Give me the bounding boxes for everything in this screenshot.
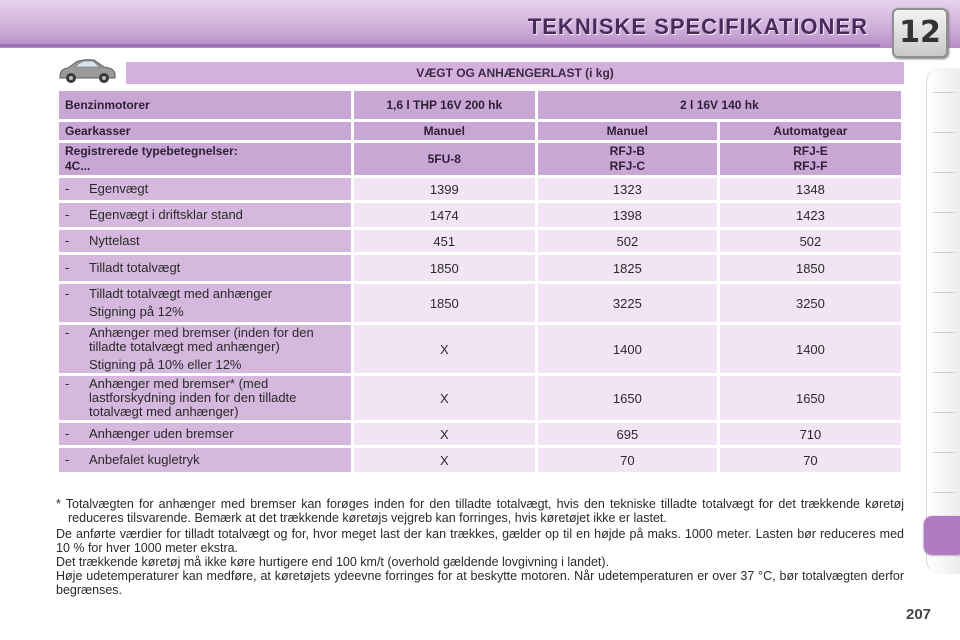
row-label: [65, 234, 345, 248]
speed-note: Det trækkende køretøj må ikke køre hurtigere end 100 km/t (overhold gældende lovgivning i landet).: [56, 555, 610, 569]
value-cell: X: [354, 376, 535, 420]
header-divider: [0, 44, 880, 47]
value-cell: 1650: [538, 376, 717, 420]
row-dash: -: [65, 452, 70, 467]
table-row: [59, 203, 901, 227]
side-tab-divider: [933, 372, 955, 373]
gearbox-1: Manuel: [354, 122, 535, 140]
table-row: [59, 376, 901, 420]
row-sublabel: Stigning på 12%: [89, 304, 184, 319]
page-title: TEKNISKE SPECIFIKATIONER: [527, 14, 868, 39]
row-dash: -: [65, 207, 70, 222]
table-row: [59, 255, 901, 281]
registration-code: RFJ-C: [609, 159, 646, 173]
value-cell: 1399: [354, 178, 535, 200]
row-dash: -: [65, 233, 70, 248]
row-label-cell: [59, 255, 351, 281]
engine-label: Benzinmotorer: [59, 91, 351, 119]
row-label-cell: [59, 448, 351, 472]
side-tab-divider: [933, 492, 955, 493]
registration-code: RFJ-B: [609, 144, 646, 158]
row-label-text: Tilladt totalvægt med anhænger: [89, 286, 273, 301]
value-cell: 1400: [720, 325, 901, 373]
row-label-cell: [59, 230, 351, 252]
value-cell: 1850: [354, 255, 535, 281]
row-dash: -: [65, 426, 70, 441]
value-cell: 1398: [538, 203, 717, 227]
value-cell: 70: [538, 448, 717, 472]
value-cell: X: [354, 325, 535, 373]
row-dash: -: [65, 376, 70, 391]
side-tab-strip: [926, 68, 960, 574]
registration-3: [720, 143, 901, 175]
gearbox-label: Gearkasser: [59, 122, 351, 140]
table-row: [59, 448, 901, 472]
footnote: * Totalvægten for anhænger med bremser kan forøges inden for den tilladte totalvægt, hvis den tekniske tilladte totalvægt for det trækkende køretøj reduceres tilsvarende. Bemærk at det trækkende køretøjs vejgreb kan forringes, hvis køretøjet ikke er lastet.: [56, 497, 904, 525]
registration-code: 5FU-8: [427, 151, 461, 166]
row-label: [65, 453, 345, 467]
row-dash: -: [65, 181, 70, 196]
row-label-cell: [59, 376, 351, 420]
row-label: [65, 377, 345, 419]
value-cell: 1825: [538, 255, 717, 281]
row-label-cell: [59, 284, 351, 322]
notes-section: [56, 497, 904, 597]
row-label-cell: [59, 325, 351, 373]
row-label-cell: [59, 423, 351, 445]
value-cell: 695: [538, 423, 717, 445]
engine-thp: 1,6 l THP 16V 200 hk: [354, 91, 535, 119]
value-cell: 3225: [538, 284, 717, 322]
registration-label-line2: 4C...: [65, 159, 91, 173]
row-label: [65, 326, 345, 354]
car-icon: [56, 56, 118, 86]
row-label-text: Tilladt totalvægt: [89, 260, 181, 275]
temperature-note: Høje udetemperaturer kan medføre, at køretøjets ydeevne forringes for at beskytte motoren. Når udetemperaturen er over 37 °C, bør totalvægten derfor begrænses.: [56, 569, 904, 597]
side-tab-divider: [933, 452, 955, 453]
side-tab-divider: [933, 212, 955, 213]
row-label-text: Egenvægt: [89, 181, 149, 196]
weights-table-body: [59, 178, 901, 472]
table-row: [59, 230, 901, 252]
row-dash: -: [65, 286, 70, 301]
row-label: [65, 261, 345, 275]
active-chapter-tab[interactable]: [924, 516, 960, 554]
row-label: [65, 427, 345, 441]
side-tab-divider: [933, 92, 955, 93]
table-row: [59, 423, 901, 445]
row-label: [65, 287, 345, 301]
altitude-note: De anførte værdier for tilladt totalvægt og for, hvor meget last der kan trækkes, gælder op til en højde på maks. 1000 meter. Lasten bør reduceres med 10 % for hver 1000 meter ekstra.: [56, 527, 904, 555]
registration-row: [59, 143, 901, 175]
gearbox-2: Manuel: [538, 122, 717, 140]
registration-label-line1: Registrerede typebetegnelser:: [65, 144, 238, 158]
row-label-cell: [59, 178, 351, 200]
gearbox-3: Automatgear: [720, 122, 901, 140]
side-tab-divider: [933, 172, 955, 173]
value-cell: X: [354, 448, 535, 472]
value-cell: 1850: [720, 255, 901, 281]
engine-16v: 2 l 16V 140 hk: [538, 91, 901, 119]
row-dash: -: [65, 260, 70, 275]
side-tab-divider: [933, 132, 955, 133]
value-cell: 502: [720, 230, 901, 252]
table-row: [59, 284, 901, 322]
value-cell: 710: [720, 423, 901, 445]
side-tab-divider: [933, 292, 955, 293]
side-tab-divider: [933, 252, 955, 253]
value-cell: 70: [720, 448, 901, 472]
row-label-text: Anhænger med bremser (inden for den tilladte totalvægt med anhænger): [89, 325, 314, 354]
side-tab-divider: [933, 332, 955, 333]
registration-2: [538, 143, 717, 175]
page-number: 207: [906, 606, 932, 623]
row-label: [65, 182, 345, 196]
engine-row: [59, 91, 901, 119]
value-cell: 1323: [538, 178, 717, 200]
table-title: VÆGT OG ANHÆNGERLAST (i kg): [126, 62, 904, 84]
row-label-text: Anhænger uden bremser: [89, 426, 234, 441]
row-dash: -: [65, 325, 70, 340]
value-cell: 1850: [354, 284, 535, 322]
row-sublabel: Stigning på 10% eller 12%: [89, 357, 242, 372]
value-cell: 1650: [720, 376, 901, 420]
value-cell: 451: [354, 230, 535, 252]
value-cell: 502: [538, 230, 717, 252]
chapter-badge: 12: [892, 8, 948, 58]
row-label: [65, 208, 345, 222]
weights-table: [56, 88, 904, 475]
row-label-text: Nyttelast: [89, 233, 140, 248]
side-tab-divider: [933, 412, 955, 413]
value-cell: 1474: [354, 203, 535, 227]
registration-1: [354, 143, 535, 175]
value-cell: 1400: [538, 325, 717, 373]
value-cell: 3250: [720, 284, 901, 322]
value-cell: 1423: [720, 203, 901, 227]
table-row: [59, 178, 901, 200]
value-cell: X: [354, 423, 535, 445]
value-cell: 1348: [720, 178, 901, 200]
registration-label: [59, 143, 351, 175]
row-label-cell: [59, 203, 351, 227]
row-label-text: Egenvægt i driftsklar stand: [89, 207, 243, 222]
row-label-text: Anbefalet kugletryk: [89, 452, 200, 467]
registration-code: RFJ-E: [793, 144, 828, 158]
registration-code: RFJ-F: [793, 159, 828, 173]
gearbox-row: [59, 122, 901, 140]
row-label-text: Anhænger med bremser* (med lastforskydning inden for den tilladte totalvægt med anhænger): [89, 376, 297, 419]
table-row: [59, 325, 901, 373]
